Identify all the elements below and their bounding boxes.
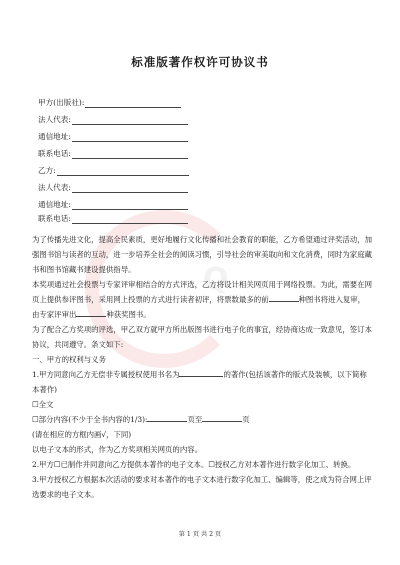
- party-b-legal-rep-blank: [72, 184, 188, 193]
- watermark-text: Q: [203, 262, 229, 297]
- section-heading-party-a: 一、甲方的权利与义务: [32, 355, 106, 364]
- option-full-text[interactable]: ☐全文: [32, 400, 54, 409]
- option-partial-text-b: 页至: [187, 415, 203, 424]
- party-a-phone-blank: [72, 150, 188, 159]
- method-text-a: 本奖项通过社会投票与专家评审相结合的方式评选，乙方将设计相关网页用于网络投票。为此，需要在网页上提供参评图书，采用网上投票的方式进行读者初评，将票数最多的前: [32, 280, 372, 304]
- top-count-blank: [269, 293, 299, 302]
- party-b-address-blank: [72, 201, 188, 210]
- clause-2: 2.甲方☐已制作并同意向乙方提供本著作的电子文本。☐授权乙方对本著作进行数字化加工、转换。: [32, 460, 356, 469]
- party-a-phone-label: 联系电话:: [38, 149, 71, 158]
- clause-1-text-b: 的著作(包括该著作的版式及装帧，以下简称本著作): [32, 370, 367, 394]
- party-a-publisher-label: 甲方(出版社):: [38, 98, 85, 107]
- clause-1-text-a: 1.甲方同意向乙方无偿非专属授权使用书名为: [32, 370, 180, 379]
- party-a-legal-rep-label: 法人代表:: [38, 115, 71, 124]
- party-b-legal-rep-field: [38, 183, 188, 193]
- party-b-phone-label: 联系电话:: [38, 214, 71, 223]
- page-to-blank: [202, 413, 242, 422]
- party-a-publisher-field: [38, 98, 181, 108]
- party-b-address-field: [38, 200, 188, 210]
- book-title-blank: [179, 368, 223, 377]
- party-b-name-field: [38, 166, 189, 176]
- party-a-legal-rep-blank: [72, 116, 188, 125]
- page-footer: 第 1 页 共 2 页: [178, 531, 222, 538]
- paragraph-method: [32, 277, 372, 322]
- party-b-phone-blank: [72, 215, 188, 224]
- option-partial-content[interactable]: [32, 412, 372, 427]
- party-b-phone-field: [38, 214, 188, 224]
- party-a-address-field: [38, 132, 188, 142]
- paragraph-purpose: 为了传播先进文化，提高全民素质，更好地履行文化传播和社会教育的职能，乙方希望通过评奖活动，加强图书馆与读者的互动，进一步培养全社会的阅读习惯，引导社会的审美取向和文化消费，同时为家庭藏书和图书馆藏书建设提供指导。: [32, 235, 372, 274]
- award-count-blank: [76, 308, 106, 317]
- option-partial-text-c: 页: [242, 415, 250, 424]
- option-partial-text-a: ☐部分内容(不少于全书内容的1/3):: [32, 415, 148, 424]
- party-a-publisher-blank: [85, 99, 181, 108]
- party-b-name-blank: [57, 167, 189, 176]
- checkbox-note: (请在相应的方框内画√，下同): [32, 430, 132, 439]
- party-a-address-blank: [72, 133, 188, 142]
- clause-3: 3.甲方授权乙方根据本次活动的要求对本著作的电子文本进行数字化加工、编辑等，使之成为符合网上评选要求的电子文本。: [32, 475, 372, 499]
- agreement-body: [32, 232, 372, 502]
- clause-1-tail: 以电子文本的形式，作为乙方奖项相关网页的内容。: [32, 445, 202, 454]
- party-a-phone-field: [38, 149, 188, 159]
- method-text-b: 种图书将进入复审，由专家评审出: [32, 295, 366, 319]
- party-a-address-label: 通信地址:: [38, 132, 71, 141]
- page-from-blank: [147, 413, 187, 422]
- document-title: 标准版著作权许可协议书: [131, 55, 269, 69]
- clause-1: [32, 367, 372, 397]
- paragraph-agreement: 为了配合乙方奖项的评选，甲乙双方就甲方所出版图书进行电子化的事宜，经协商达成一致意见，签订本协议，共同遵守。条文如下:: [32, 325, 372, 349]
- party-a-legal-rep-field: [38, 115, 188, 125]
- method-text-c: 种获奖图书。: [106, 310, 151, 319]
- party-b-legal-rep-label: 法人代表:: [38, 183, 71, 192]
- party-b-name-label: 乙方:: [38, 166, 56, 175]
- party-b-address-label: 通信地址:: [38, 200, 71, 209]
